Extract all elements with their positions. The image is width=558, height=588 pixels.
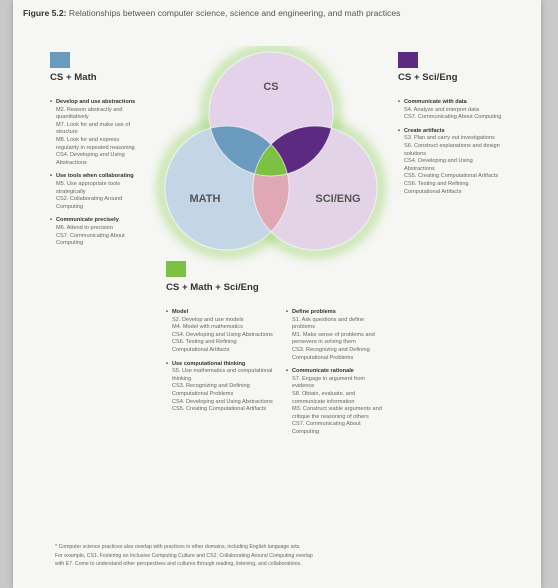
practice-line: CS7. Communicating About Computing: [404, 114, 502, 121]
practice-heading: • Define problems: [286, 309, 384, 317]
cs-math-scieng-title: CS + Math + Sci/Eng: [166, 282, 259, 293]
cs-math-list: [50, 99, 136, 254]
practice-line: M7. Look for and make use of structure: [56, 121, 131, 136]
cs-scieng-title: CS + Sci/Eng: [398, 72, 458, 83]
practice-line: S7. Engage in argument from evidence: [292, 375, 366, 390]
practice-heading: • Communicate with data: [398, 99, 502, 107]
practice-heading: • Use tools when collaborating: [50, 173, 136, 181]
practice-line: CS7. Communicating About Computing: [292, 421, 361, 435]
practice-item: [50, 99, 136, 167]
practice-line: M2. Reason abstractly and quantitatively: [56, 106, 123, 121]
footnote: [55, 543, 495, 569]
practice-line: S6. Construct explanations and design solutions: [404, 142, 500, 157]
practice-item: [398, 99, 502, 122]
practice-line: CS6. Testing and Refining Computational Artifacts: [404, 180, 469, 195]
figure-caption: Relationships between computer science, science and engineering, and math practices: [68, 8, 401, 18]
practice-item: [166, 361, 274, 414]
practice-heading: • Communicate precisely: [50, 217, 136, 225]
practice-line: S4. Analyze and interpret data: [404, 106, 479, 113]
practice-line: M6. Attend to precision: [56, 224, 113, 231]
practice-line: S5. Use mathematics and computational thinking: [172, 368, 273, 382]
practice-line: S3. Plan and carry out investigations: [404, 135, 495, 142]
practice-line: M1. Make sense of problems and persevere in solving them: [292, 331, 375, 346]
figure-title: [23, 8, 543, 18]
practice-heading: • Communicate rationale: [286, 368, 384, 376]
practice-line: CS4. Developing and Using Abstractions: [56, 152, 125, 166]
practice-line: M5. Use appropriate tools strategically: [56, 180, 121, 195]
practice-line: M3. Construct viable arguments and critique the reasoning of others: [292, 406, 382, 420]
practice-line: CS5. Creating Computational Artifacts: [172, 406, 267, 413]
practice-line: CS6. Testing and Refining Computational Artifacts: [172, 339, 237, 353]
all-three-right-list: [286, 309, 384, 443]
practice-item: [50, 217, 136, 247]
footnote-line: with E7. Come to understand other perspectives and cultures through reading, listening, and collaborations.: [55, 561, 302, 567]
practice-line: CS2. Collaborating Around Computing: [56, 196, 123, 210]
practice-item: [286, 368, 384, 436]
cs-scieng-swatch: [398, 52, 418, 68]
practice-line: CS4. Developing and Using Abstractions: [404, 158, 473, 172]
practice-item: [286, 309, 384, 362]
practice-line: M8. Look for and express regularity in repeated reasoning: [56, 136, 135, 151]
cs-math-title: CS + Math: [50, 72, 97, 83]
practice-line: CS4. Developing and Using Abstractions: [172, 398, 273, 405]
practice-heading: • Develop and use abstractions: [50, 99, 136, 107]
footnote-line: For example, CS1. Fostering an Inclusive Computing Culture and CS2. Collaborating Around Computing overlap: [55, 552, 313, 559]
venn-diagram: [142, 46, 400, 268]
practice-line: M4. Model with mathematics: [172, 324, 243, 331]
cs-label: CS: [263, 81, 279, 93]
figure-label: Figure 5.2:: [23, 8, 67, 18]
footnote-line: * Computer science practices also overlap with practices in other domains, including English language arts.: [55, 544, 301, 550]
all-three-left-list: [166, 309, 274, 420]
practice-line: S1. Ask questions and define problems: [292, 316, 365, 331]
practice-item: [50, 173, 136, 211]
practice-line: CS7. Communicating About Computing: [56, 232, 125, 247]
practice-item: [166, 309, 274, 355]
practice-line: CS4. Developing and Using Abstractions: [172, 331, 273, 338]
practice-item: [398, 128, 502, 196]
practice-heading: • Model: [166, 309, 274, 317]
cs-math-scieng-swatch: [166, 261, 186, 277]
practice-line: S2. Develop and use models: [172, 316, 244, 323]
practice-heading: • Use computational thinking: [166, 361, 274, 369]
math-label: MATH: [189, 193, 221, 205]
cs-scieng-list: [398, 99, 502, 202]
practice-heading: • Create artifacts: [398, 128, 502, 136]
practice-line: S8. Obtain, evaluate, and communicate information: [292, 390, 356, 405]
practice-line: CS5. Creating Computational Artifacts: [404, 173, 499, 180]
cs-math-swatch: [50, 52, 70, 68]
practice-line: CS3. Recognizing and Defining Computational Problems: [292, 346, 370, 361]
scieng-label: SCI/ENG: [315, 193, 361, 205]
practice-line: CS3. Recognizing and Defining Computational Problems: [172, 383, 250, 397]
